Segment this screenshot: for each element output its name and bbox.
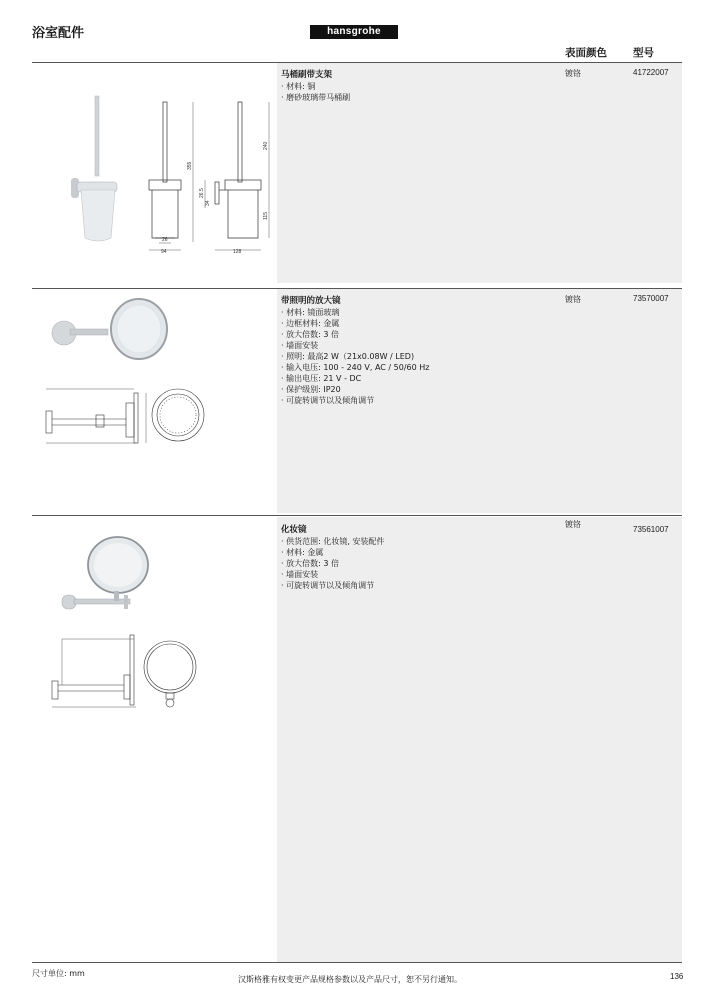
cosmetic-mirror-figure: [36, 535, 266, 715]
dimension-label: 240: [263, 141, 269, 150]
product-name: 马桶刷带支架: [281, 70, 333, 80]
dimension-label: 94: [161, 249, 167, 255]
illuminated-mirror-figure: [36, 293, 266, 453]
page-number: 136: [670, 972, 684, 981]
dimension-label: 355: [187, 161, 193, 170]
feature-item: · 保护级别: IP20: [281, 384, 429, 395]
feature-list: [281, 536, 384, 591]
feature-item: · 材料: 金属: [281, 547, 384, 558]
dimension-label: 26.5: [199, 188, 205, 198]
dimension-label: 34: [205, 200, 211, 206]
divider: [32, 62, 682, 63]
disclaimer: 汉斯格雅有权变更产品规格参数以及产品尺寸，恕不另行通知。: [238, 975, 462, 984]
product-name: 带照明的放大镜: [281, 296, 341, 306]
finish-value: 镀铬: [565, 520, 581, 529]
feature-item: · 输出电压: 21 V - DC: [281, 373, 429, 384]
feature-item: · 材料: 铜: [281, 81, 350, 92]
dimension-label: 128: [233, 249, 242, 255]
model-number: 73570007: [633, 294, 669, 303]
toilet-brush-figure: [55, 90, 275, 260]
feature-item: · 材料: 镜面玻璃: [281, 307, 429, 318]
feature-item: · 磨砂玻璃带马桶刷: [281, 92, 350, 103]
divider: [32, 515, 682, 516]
unit-note: 尺寸单位: mm: [32, 969, 85, 978]
feature-item: · 可旋转调节以及倾角调节: [281, 395, 429, 406]
column-header-model: 型号: [633, 47, 654, 59]
dimension-label: 115: [263, 212, 269, 220]
illuminated-mirror-photo: [52, 299, 167, 359]
feature-item: · 放大倍数: 3 倍: [281, 329, 429, 340]
brand-logo: hansgrohe: [310, 25, 398, 39]
cosmetic-mirror-photo: [62, 537, 148, 609]
divider: [32, 288, 682, 289]
feature-item: · 可旋转调节以及倾角调节: [281, 580, 384, 591]
page-title: 浴室配件: [32, 26, 85, 41]
feature-item: · 输入电压: 100 - 240 V, AC / 50/60 Hz: [281, 362, 429, 373]
model-number: 73561007: [633, 525, 669, 534]
product-name: 化妆镜: [281, 525, 307, 535]
feature-list: [281, 307, 429, 406]
feature-item: · 墙面安装: [281, 569, 384, 580]
finish-value: 镀铬: [565, 69, 581, 78]
model-number: 41722007: [633, 68, 669, 77]
feature-item: · 边框材料: 金属: [281, 318, 429, 329]
feature-item: · 供货范围: 化妆镜, 安装配件: [281, 536, 384, 547]
finish-value: 镀铬: [565, 295, 581, 304]
feature-list: [281, 81, 350, 103]
feature-item: · 墙面安装: [281, 340, 429, 351]
dimension-label: 26: [162, 237, 168, 243]
toilet-brush-photo: [71, 96, 117, 241]
feature-item: · 放大倍数: 3 倍: [281, 558, 384, 569]
divider: [32, 962, 682, 963]
column-header-color: 表面颜色: [565, 47, 607, 59]
feature-item: · 照明: 最高2 W（21x0.08W / LED): [281, 351, 429, 362]
